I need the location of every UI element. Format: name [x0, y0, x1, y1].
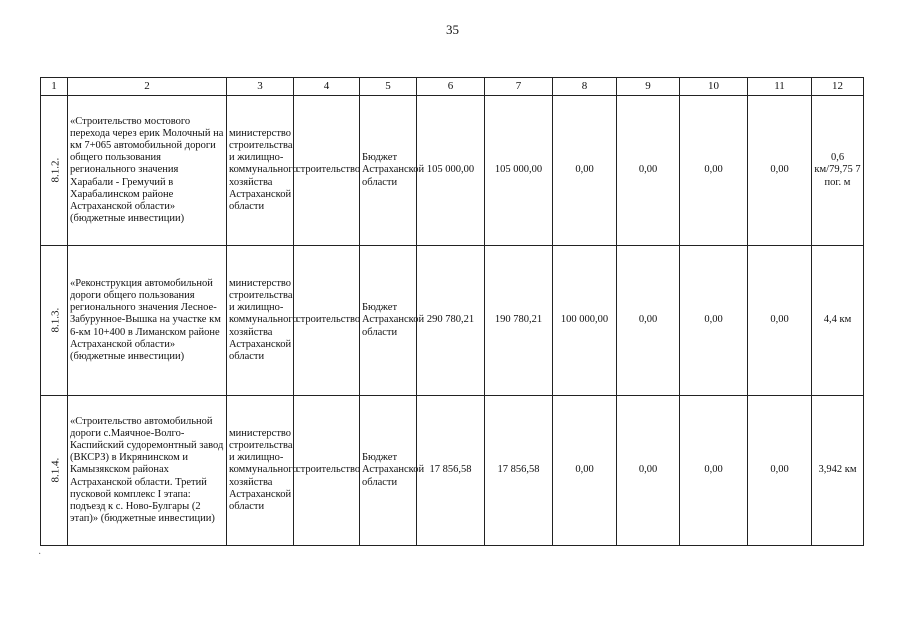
result-indicator: 4,4 км [812, 246, 864, 396]
row-code: 8.1.3. [41, 246, 68, 396]
column-number: 4 [294, 78, 360, 96]
result-indicator: 3,942 км [812, 396, 864, 546]
activity-type: строительство [294, 396, 360, 546]
amount-col10: 0,00 [680, 396, 748, 546]
amount-col8: 0,00 [553, 96, 617, 246]
amount-col8: 100 000,00 [553, 246, 617, 396]
responsible-ministry: министерство строительства и жилищно-коммунального хозяйства Астраханской области [227, 246, 294, 396]
funding-source: Бюджет Астраханской области [360, 396, 417, 546]
amount-col7: 190 780,21 [485, 246, 553, 396]
project-name: «Строительство мостового перехода через ерик Молочный на км 7+065 автомобильной дороги общего пользования регионального значения Харабали - Гремучий в Харабалинском районе Астраханской области» (бюджетные инвестиции) [68, 96, 227, 246]
page-number: 35 [446, 22, 459, 37]
table-row [41, 396, 864, 546]
column-number: 6 [417, 78, 485, 96]
amount-col9: 0,00 [617, 96, 680, 246]
column-number: 7 [485, 78, 553, 96]
project-name: «Реконструкция автомобильной дороги общего пользования регионального значения Лесное-Забурунное-Вышка на участке км 6-км 10+400 в Лиманском районе Астраханской области» (бюджетные инвестиции) [68, 246, 227, 396]
amount-col9: 0,00 [617, 246, 680, 396]
row-code: 8.1.2. [41, 96, 68, 246]
amount-col8: 0,00 [553, 396, 617, 546]
amount-col11: 0,00 [748, 396, 812, 546]
amount-col7: 105 000,00 [485, 96, 553, 246]
amount-col9: 0,00 [617, 396, 680, 546]
scan-artifact-mark: · [38, 549, 42, 560]
activity-type: строительство [294, 96, 360, 246]
amount-total: 17 856,58 [417, 396, 485, 546]
column-number: 3 [227, 78, 294, 96]
amount-col11: 0,00 [748, 246, 812, 396]
amount-col11: 0,00 [748, 96, 812, 246]
result-indicator: 0,6 км/79,75 7 пог. м [812, 96, 864, 246]
amount-col10: 0,00 [680, 96, 748, 246]
responsible-ministry: министерство строительства и жилищно-коммунального хозяйства Астраханской области [227, 96, 294, 246]
row-code: 8.1.4. [41, 396, 68, 546]
column-number: 2 [68, 78, 227, 96]
responsible-ministry: министерство строительства и жилищно-коммунального хозяйства Астраханской области [227, 396, 294, 546]
amount-total: 105 000,00 [417, 96, 485, 246]
budget-table [40, 77, 864, 546]
column-number: 5 [360, 78, 417, 96]
column-number: 12 [812, 78, 864, 96]
activity-type: строительство [294, 246, 360, 396]
funding-source: Бюджет Астраханской области [360, 246, 417, 396]
amount-col7: 17 856,58 [485, 396, 553, 546]
column-number: 1 [41, 78, 68, 96]
column-number: 8 [553, 78, 617, 96]
amount-total: 290 780,21 [417, 246, 485, 396]
column-number: 9 [617, 78, 680, 96]
table-row [41, 96, 864, 246]
table-row [41, 246, 864, 396]
column-number: 10 [680, 78, 748, 96]
column-number-row [41, 78, 864, 96]
funding-source: Бюджет Астраханской области [360, 96, 417, 246]
amount-col10: 0,00 [680, 246, 748, 396]
column-number: 11 [748, 78, 812, 96]
project-name: «Строительство автомобильной дороги с.Маячное-Волго-Каспийский судоремонтный завод (ВКСРЗ) в Икрянинском и Камызякском районах Астраханской области. Третий пусковой комплекс I этапа: подъезд к с. Ново-Булгары (2 этап)» (бюджетные инвестиции) [68, 396, 227, 546]
